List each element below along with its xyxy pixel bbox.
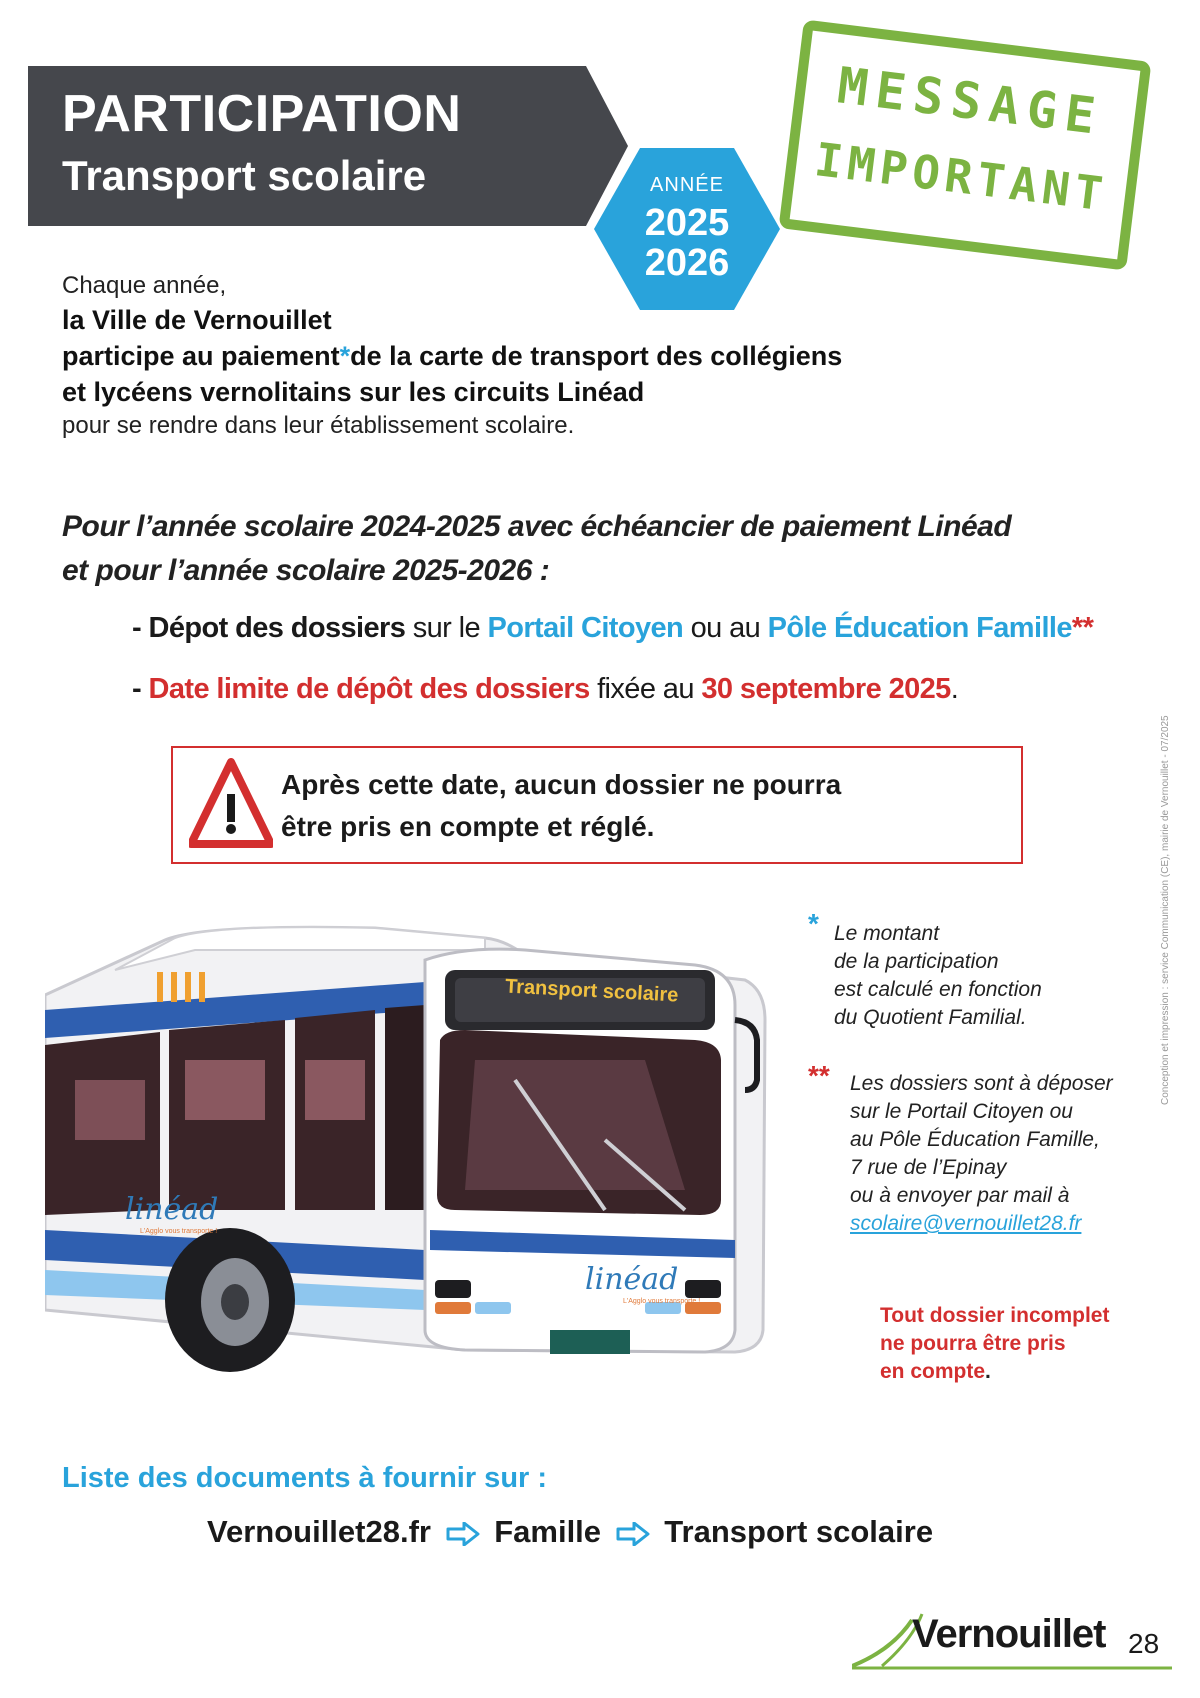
footnote2-line3: au Pôle Éducation Famille, bbox=[850, 1128, 1100, 1151]
footnote2-line4: 7 rue de l’Epinay bbox=[850, 1156, 1007, 1179]
footnote1-line1: Le montant bbox=[834, 922, 940, 945]
path-step1[interactable]: Vernouillet28.fr bbox=[207, 1514, 431, 1549]
deadline-label: Date limite de dépôt des dossiers bbox=[148, 673, 590, 705]
footnote1 bbox=[834, 920, 1042, 1032]
portal-citoyen-text: Portail Citoyen bbox=[487, 612, 684, 644]
incomplete-dot: . bbox=[985, 1360, 991, 1383]
year-start: 2025 bbox=[644, 202, 730, 244]
bus-front-logo: linéad bbox=[585, 1262, 679, 1297]
intro-line4: et lycéens vernolitains sur les circuits Linéad bbox=[62, 377, 645, 407]
deadline-end: . bbox=[950, 673, 959, 705]
documents-heading: Liste des documents à fournir sur : bbox=[62, 1462, 548, 1494]
footnote2-star: ** bbox=[808, 1060, 830, 1091]
bullet-dash: - bbox=[132, 612, 149, 644]
school-year-line2: et pour l’année scolaire 2025-2026 : bbox=[62, 554, 550, 587]
page-title: PARTICIPATION bbox=[62, 85, 462, 143]
bullet-deadline bbox=[132, 673, 958, 706]
bus-side-logo: linéad bbox=[125, 1192, 219, 1227]
intro-line2: la Ville de Vernouillet bbox=[62, 305, 332, 335]
footnote1-line3: est calculé en fonction bbox=[834, 978, 1042, 1001]
bullet-deposit bbox=[132, 612, 1093, 645]
stamp-line1: MESSAGE bbox=[834, 56, 1107, 147]
credit-text: Conception et impression : service Communication (CE), mairie de Vernouillet - 07/2025 bbox=[1160, 715, 1171, 1105]
warning-triangle-icon bbox=[189, 758, 273, 850]
double-asterisk-ref: ** bbox=[1071, 612, 1094, 644]
pole-education-text: Pôle Éducation Famille bbox=[767, 612, 1072, 644]
bus-illustration bbox=[45, 910, 790, 1380]
footnote2-line5: ou à envoyer par mail à bbox=[850, 1184, 1070, 1207]
incomplete-line3-text: en compte bbox=[880, 1360, 986, 1383]
deadline-date: 30 septembre 2025 bbox=[701, 673, 951, 705]
header-banner bbox=[28, 66, 628, 226]
important-stamp bbox=[779, 19, 1152, 270]
incomplete-line1: Tout dossier incomplet bbox=[880, 1304, 1110, 1327]
footnote1-line4: du Quotient Familial. bbox=[834, 1006, 1027, 1029]
bus-side-tagline: L'Agglo vous transporte ! bbox=[140, 1228, 218, 1235]
documents-path bbox=[207, 1514, 933, 1550]
arrow-right-icon bbox=[446, 1522, 480, 1546]
warning-box bbox=[171, 746, 1023, 864]
warning-text bbox=[281, 764, 841, 848]
school-year-line1: Pour l’année scolaire 2024-2025 avec échéancier de paiement Linéad bbox=[62, 510, 1012, 543]
deadline-mid: fixée au bbox=[589, 673, 702, 705]
year-end: 2026 bbox=[644, 242, 730, 284]
warning-line2: être pris en compte et réglé. bbox=[281, 811, 655, 842]
incomplete-line2: ne pourra être pris bbox=[880, 1332, 1066, 1355]
footnote2-line2: sur le Portail Citoyen ou bbox=[850, 1100, 1073, 1123]
bus-front-tagline: L'Agglo vous transporte ! bbox=[623, 1298, 701, 1305]
vernouillet-logo bbox=[852, 1610, 1172, 1670]
footnote2 bbox=[850, 1070, 1113, 1238]
bus-destination-display: Transport scolaire bbox=[504, 975, 679, 1007]
asterisk-ref: * bbox=[339, 341, 351, 371]
path-step2[interactable]: Famille bbox=[494, 1514, 602, 1549]
logo-name: Vernouillet bbox=[912, 1612, 1106, 1656]
path-step3[interactable]: Transport scolaire bbox=[664, 1514, 934, 1549]
footnote1-star: * bbox=[808, 908, 819, 939]
footnote2-line1: Les dossiers sont à déposer bbox=[850, 1072, 1113, 1095]
stamp-line2: IMPORTANT bbox=[811, 132, 1111, 222]
intro-text bbox=[62, 270, 1022, 442]
footnote1-line2: de la participation bbox=[834, 950, 999, 973]
logo-number: 28 bbox=[1128, 1628, 1160, 1659]
intro-line1: Chaque année, bbox=[62, 272, 227, 299]
incomplete-notice bbox=[880, 1302, 1109, 1386]
intro-line3 bbox=[62, 338, 1022, 374]
bullet-deposit-mid2: ou au bbox=[683, 612, 768, 644]
intro-line3-b: de la carte de transport des collégiens bbox=[350, 341, 843, 371]
bullet-deposit-strong: Dépot des dossiers bbox=[148, 612, 406, 644]
bullet-deposit-mid1: sur le bbox=[405, 612, 488, 644]
intro-line5: pour se rendre dans leur établissement scolaire. bbox=[62, 412, 575, 439]
intro-line3-a: participe au paiement bbox=[62, 341, 340, 371]
warning-line1: Après cette date, aucun dossier ne pourra bbox=[281, 769, 842, 800]
bullet-dash: - bbox=[132, 673, 149, 705]
bus-icon bbox=[45, 910, 790, 1380]
arrow-right-icon bbox=[616, 1522, 650, 1546]
school-years bbox=[62, 505, 1011, 593]
incomplete-line3 bbox=[880, 1358, 1109, 1386]
email-link[interactable]: scolaire@vernouillet28.fr bbox=[850, 1212, 1082, 1235]
year-label: ANNÉE bbox=[650, 174, 724, 196]
page-subtitle: Transport scolaire bbox=[62, 152, 427, 199]
